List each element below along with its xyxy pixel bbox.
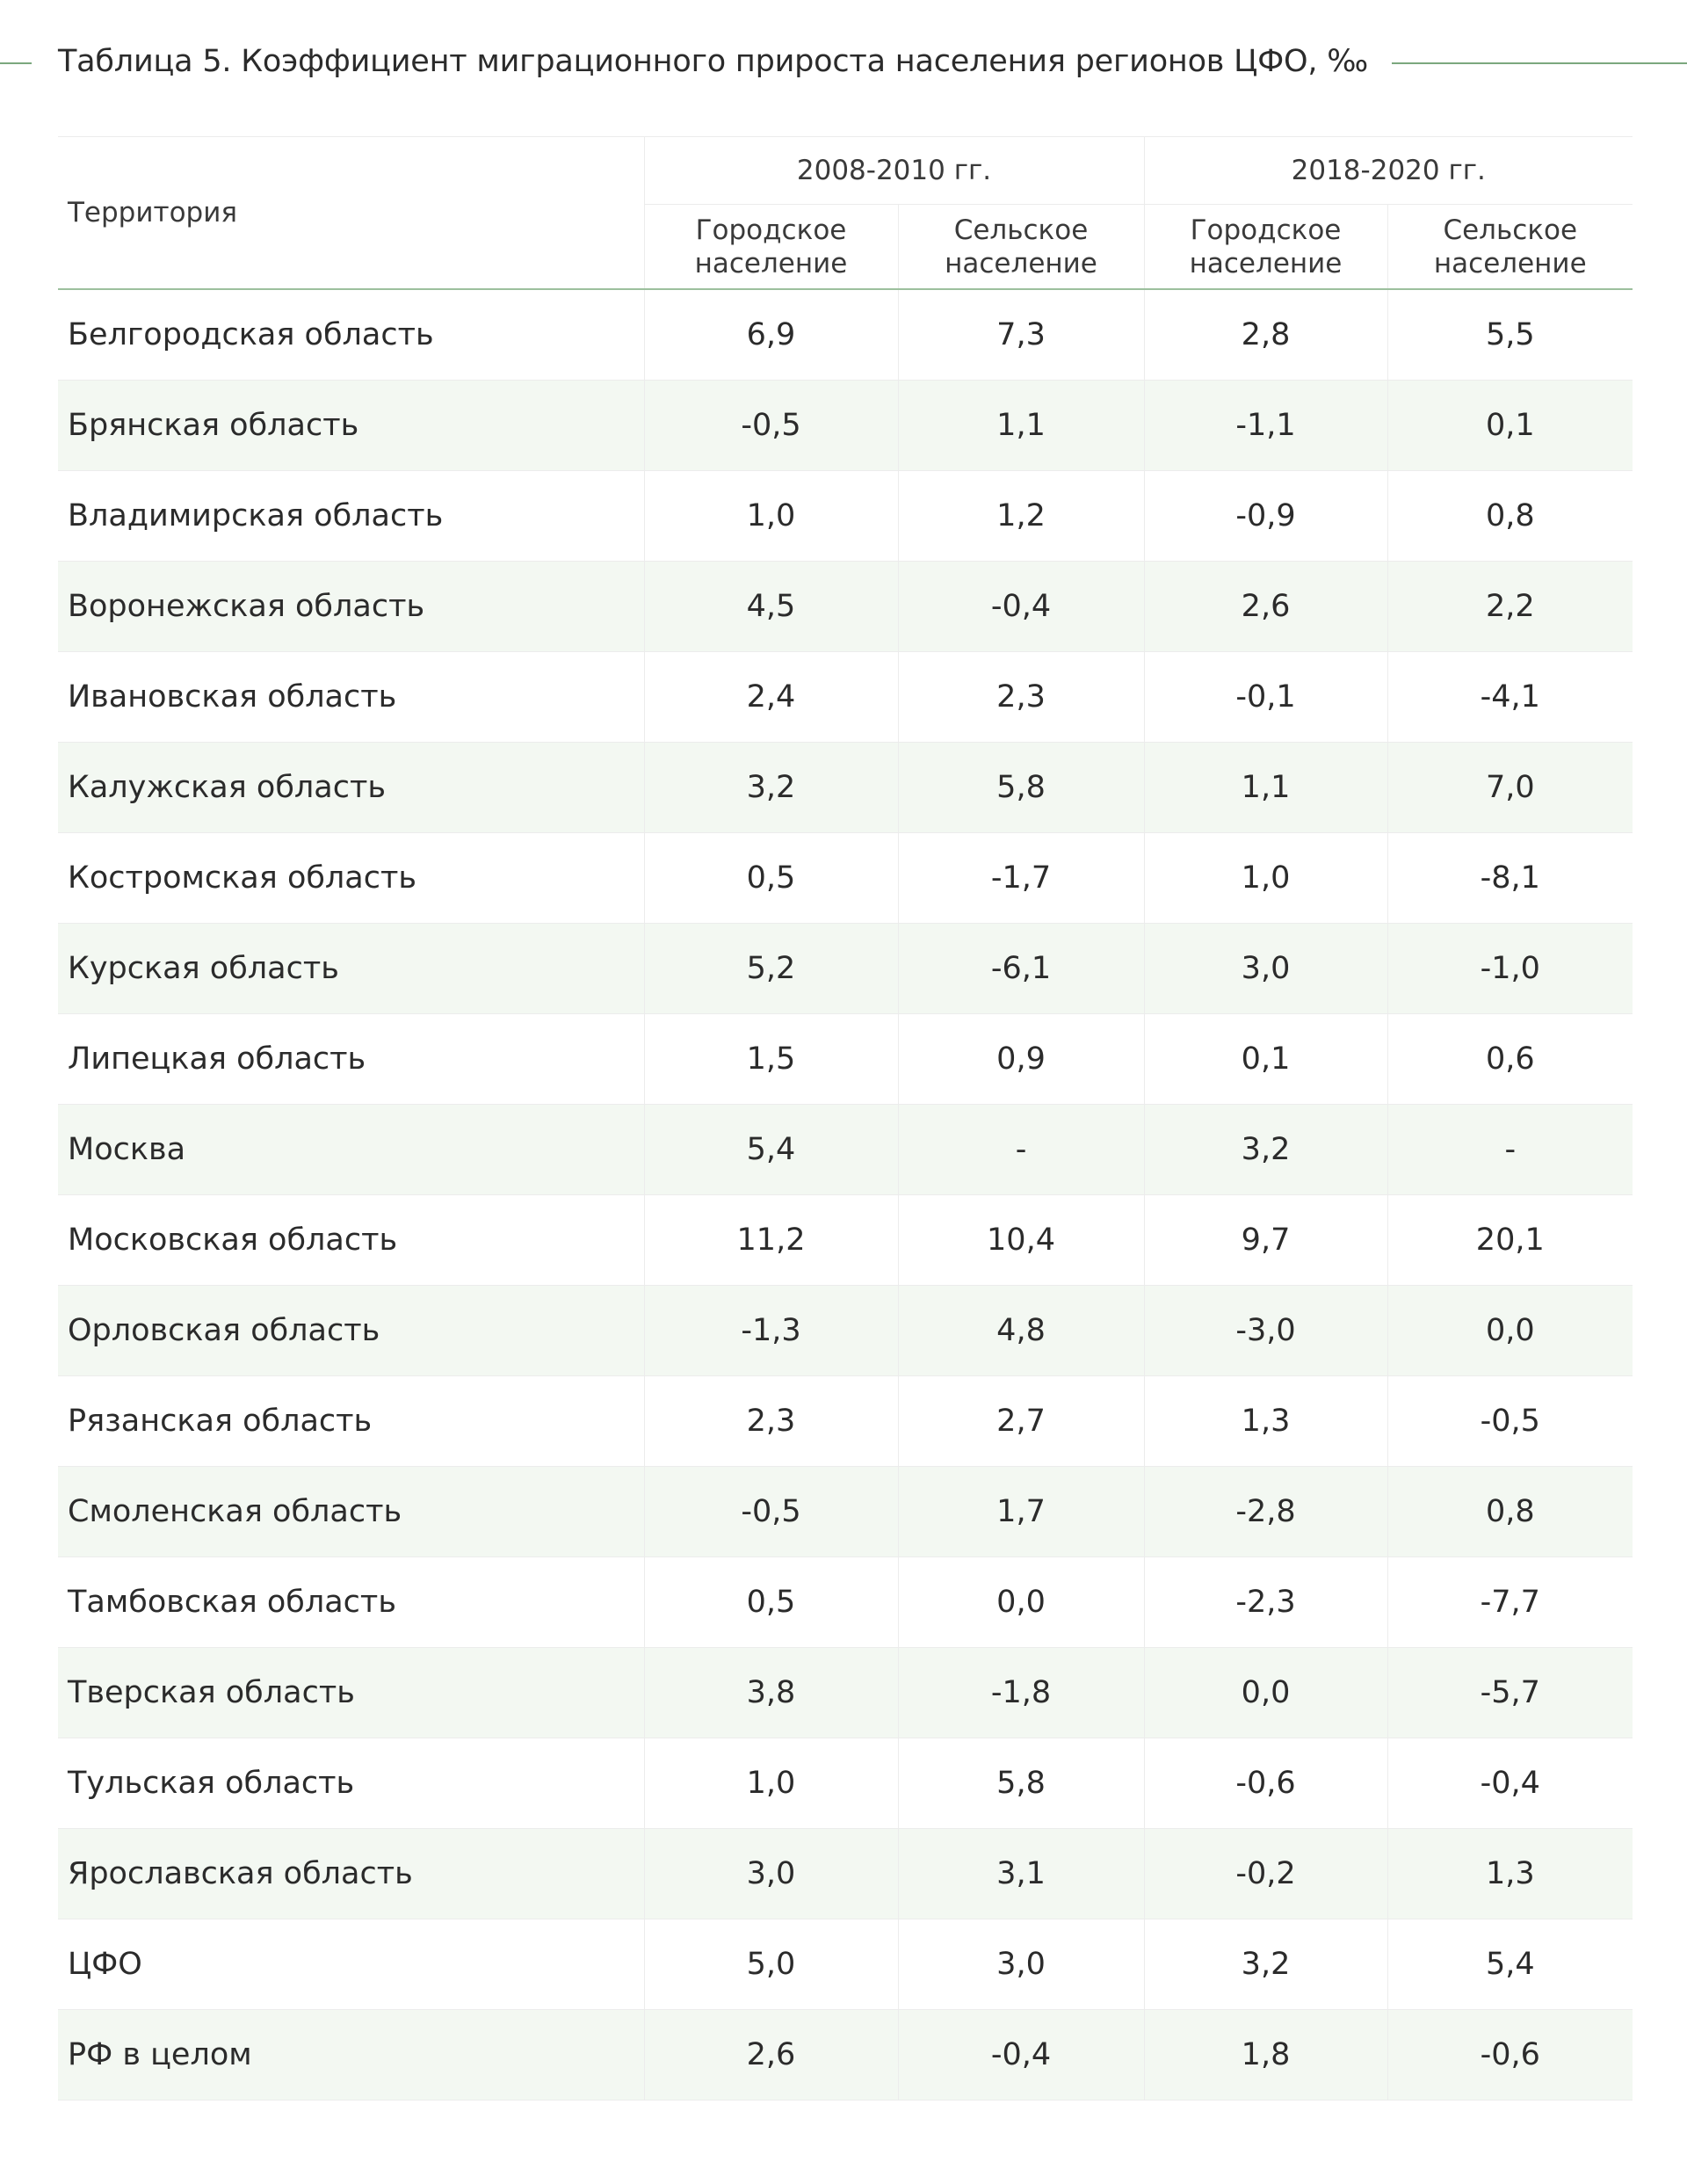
rural-2018-2020-value: 20,1: [1387, 1194, 1633, 1285]
rural-2008-2010-value: 5,8: [898, 1738, 1144, 1828]
rural-2018-2020-value: -: [1387, 1104, 1633, 1194]
rural-2008-2010-value: 3,1: [898, 1828, 1144, 1919]
rural-2018-2020-value: 0,8: [1387, 1466, 1633, 1556]
urban-2018-2020-value: -1,1: [1144, 380, 1387, 470]
rural-2018-2020-value: 0,8: [1387, 470, 1633, 561]
rural-2008-2010-value: -1,7: [898, 832, 1144, 923]
table-row: [58, 923, 1633, 1013]
table-row: [58, 1375, 1633, 1466]
table-row: [58, 1919, 1633, 2009]
urban-2018-2020-value: 1,1: [1144, 742, 1387, 832]
rural-2008-2010-value: 0,0: [898, 1556, 1144, 1647]
table-body: [58, 289, 1633, 2100]
territory-name: Тамбовская область: [58, 1556, 644, 1647]
territory-name: Ярославская область: [58, 1828, 644, 1919]
territory-name: Владимирская область: [58, 470, 644, 561]
rural-2008-2010-value: -: [898, 1104, 1144, 1194]
urban-2018-2020-value: 0,0: [1144, 1647, 1387, 1738]
territory-name: Рязанская область: [58, 1375, 644, 1466]
table-row: [58, 1738, 1633, 1828]
rural-2018-2020-value: 1,3: [1387, 1828, 1633, 1919]
rural-2018-2020-value: 0,0: [1387, 1285, 1633, 1375]
territory-name: Воронежская область: [58, 561, 644, 651]
urban-2018-2020-value: 2,6: [1144, 561, 1387, 651]
urban-2018-2020-value: 3,2: [1144, 1919, 1387, 2009]
territory-name: Калужская область: [58, 742, 644, 832]
territory-name: Липецкая область: [58, 1013, 644, 1104]
rural-2008-2010-value: -0,4: [898, 2009, 1144, 2100]
urban-2018-2020-value: 3,0: [1144, 923, 1387, 1013]
territory-name: ЦФО: [58, 1919, 644, 2009]
title-rule-right: [1392, 62, 1687, 64]
rural-2018-2020-value: -0,6: [1387, 2009, 1633, 2100]
urban-2018-2020-value: -0,9: [1144, 470, 1387, 561]
urban-2008-2010-value: 1,0: [644, 470, 898, 561]
subheader-rural-2018: Сельское население: [1387, 205, 1633, 290]
table-row: [58, 1828, 1633, 1919]
table-row: [58, 2009, 1633, 2100]
table-title: Таблица 5. Коэффициент миграционного прироста населения регионов ЦФО, ‰: [58, 44, 1369, 79]
territory-header: Территория: [58, 137, 644, 290]
rural-2008-2010-value: -1,8: [898, 1647, 1144, 1738]
rural-2008-2010-value: 2,3: [898, 651, 1144, 742]
territory-name: Белгородская область: [58, 289, 644, 380]
table-row: [58, 1556, 1633, 1647]
rural-2018-2020-value: -0,5: [1387, 1375, 1633, 1466]
title-row: [0, 39, 1687, 91]
urban-2018-2020-value: 1,0: [1144, 832, 1387, 923]
rural-2018-2020-value: 0,6: [1387, 1013, 1633, 1104]
territory-name: Тверская область: [58, 1647, 644, 1738]
title-rule-left: [0, 62, 32, 64]
table-row: [58, 380, 1633, 470]
urban-2018-2020-value: 2,8: [1144, 289, 1387, 380]
urban-2008-2010-value: 5,2: [644, 923, 898, 1013]
rural-2018-2020-value: -0,4: [1387, 1738, 1633, 1828]
table-row: [58, 742, 1633, 832]
urban-2008-2010-value: 0,5: [644, 832, 898, 923]
urban-2008-2010-value: 2,4: [644, 651, 898, 742]
table-row: [58, 470, 1633, 561]
table-row: [58, 1647, 1633, 1738]
territory-name: Тульская область: [58, 1738, 644, 1828]
table-row: [58, 832, 1633, 923]
rural-2008-2010-value: 1,1: [898, 380, 1144, 470]
urban-2008-2010-value: 1,0: [644, 1738, 898, 1828]
rural-2008-2010-value: 7,3: [898, 289, 1144, 380]
urban-2008-2010-value: -0,5: [644, 1466, 898, 1556]
subheader-urban-2018: Городское население: [1144, 205, 1387, 290]
rural-2018-2020-value: 2,2: [1387, 561, 1633, 651]
territory-name: Костромская область: [58, 832, 644, 923]
territory-name: Москва: [58, 1104, 644, 1194]
urban-2008-2010-value: -1,3: [644, 1285, 898, 1375]
urban-2018-2020-value: -3,0: [1144, 1285, 1387, 1375]
territory-name: Курская область: [58, 923, 644, 1013]
rural-2008-2010-value: 10,4: [898, 1194, 1144, 1285]
rural-2018-2020-value: -1,0: [1387, 923, 1633, 1013]
rural-2008-2010-value: 3,0: [898, 1919, 1144, 2009]
urban-2008-2010-value: 0,5: [644, 1556, 898, 1647]
rural-2008-2010-value: 4,8: [898, 1285, 1144, 1375]
territory-name: Ивановская область: [58, 651, 644, 742]
rural-2018-2020-value: 5,4: [1387, 1919, 1633, 2009]
territory-name: Орловская область: [58, 1285, 644, 1375]
urban-2008-2010-value: 5,4: [644, 1104, 898, 1194]
rural-2008-2010-value: 0,9: [898, 1013, 1144, 1104]
urban-2018-2020-value: 1,3: [1144, 1375, 1387, 1466]
urban-2008-2010-value: 6,9: [644, 289, 898, 380]
rural-2008-2010-value: 1,2: [898, 470, 1144, 561]
rural-2008-2010-value: 2,7: [898, 1375, 1144, 1466]
urban-2018-2020-value: -2,8: [1144, 1466, 1387, 1556]
urban-2018-2020-value: 1,8: [1144, 2009, 1387, 2100]
urban-2008-2010-value: 2,6: [644, 2009, 898, 2100]
table-row: [58, 1466, 1633, 1556]
urban-2008-2010-value: 4,5: [644, 561, 898, 651]
table-row: [58, 1013, 1633, 1104]
rural-2008-2010-value: 5,8: [898, 742, 1144, 832]
table-row: [58, 289, 1633, 380]
subheader-urban-2008: Городское население: [644, 205, 898, 290]
rural-2018-2020-value: 0,1: [1387, 380, 1633, 470]
territory-name: Московская область: [58, 1194, 644, 1285]
group-header-2008-2010: 2008-2010 гг.: [644, 137, 1144, 205]
table-row: [58, 561, 1633, 651]
urban-2008-2010-value: -0,5: [644, 380, 898, 470]
subheader-rural-2008: Сельское население: [898, 205, 1144, 290]
migration-table: [58, 136, 1633, 2101]
urban-2018-2020-value: 3,2: [1144, 1104, 1387, 1194]
urban-2018-2020-value: -0,2: [1144, 1828, 1387, 1919]
territory-name: Брянская область: [58, 380, 644, 470]
rural-2008-2010-value: 1,7: [898, 1466, 1144, 1556]
urban-2008-2010-value: 3,8: [644, 1647, 898, 1738]
territory-name: РФ в целом: [58, 2009, 644, 2100]
group-header-2018-2020: 2018-2020 гг.: [1144, 137, 1633, 205]
urban-2018-2020-value: -0,6: [1144, 1738, 1387, 1828]
urban-2008-2010-value: 2,3: [644, 1375, 898, 1466]
table-row: [58, 1104, 1633, 1194]
urban-2018-2020-value: 0,1: [1144, 1013, 1387, 1104]
urban-2008-2010-value: 3,0: [644, 1828, 898, 1919]
urban-2018-2020-value: 9,7: [1144, 1194, 1387, 1285]
rural-2018-2020-value: 5,5: [1387, 289, 1633, 380]
table-row: [58, 651, 1633, 742]
rural-2008-2010-value: -6,1: [898, 923, 1144, 1013]
urban-2008-2010-value: 3,2: [644, 742, 898, 832]
urban-2008-2010-value: 5,0: [644, 1919, 898, 2009]
rural-2018-2020-value: -5,7: [1387, 1647, 1633, 1738]
urban-2018-2020-value: -2,3: [1144, 1556, 1387, 1647]
rural-2018-2020-value: -4,1: [1387, 651, 1633, 742]
rural-2008-2010-value: -0,4: [898, 561, 1144, 651]
rural-2018-2020-value: -7,7: [1387, 1556, 1633, 1647]
urban-2008-2010-value: 11,2: [644, 1194, 898, 1285]
urban-2018-2020-value: -0,1: [1144, 651, 1387, 742]
header-row-groups: [58, 137, 1633, 205]
table-row: [58, 1194, 1633, 1285]
rural-2018-2020-value: -8,1: [1387, 832, 1633, 923]
rural-2018-2020-value: 7,0: [1387, 742, 1633, 832]
table-row: [58, 1285, 1633, 1375]
urban-2008-2010-value: 1,5: [644, 1013, 898, 1104]
territory-name: Смоленская область: [58, 1466, 644, 1556]
